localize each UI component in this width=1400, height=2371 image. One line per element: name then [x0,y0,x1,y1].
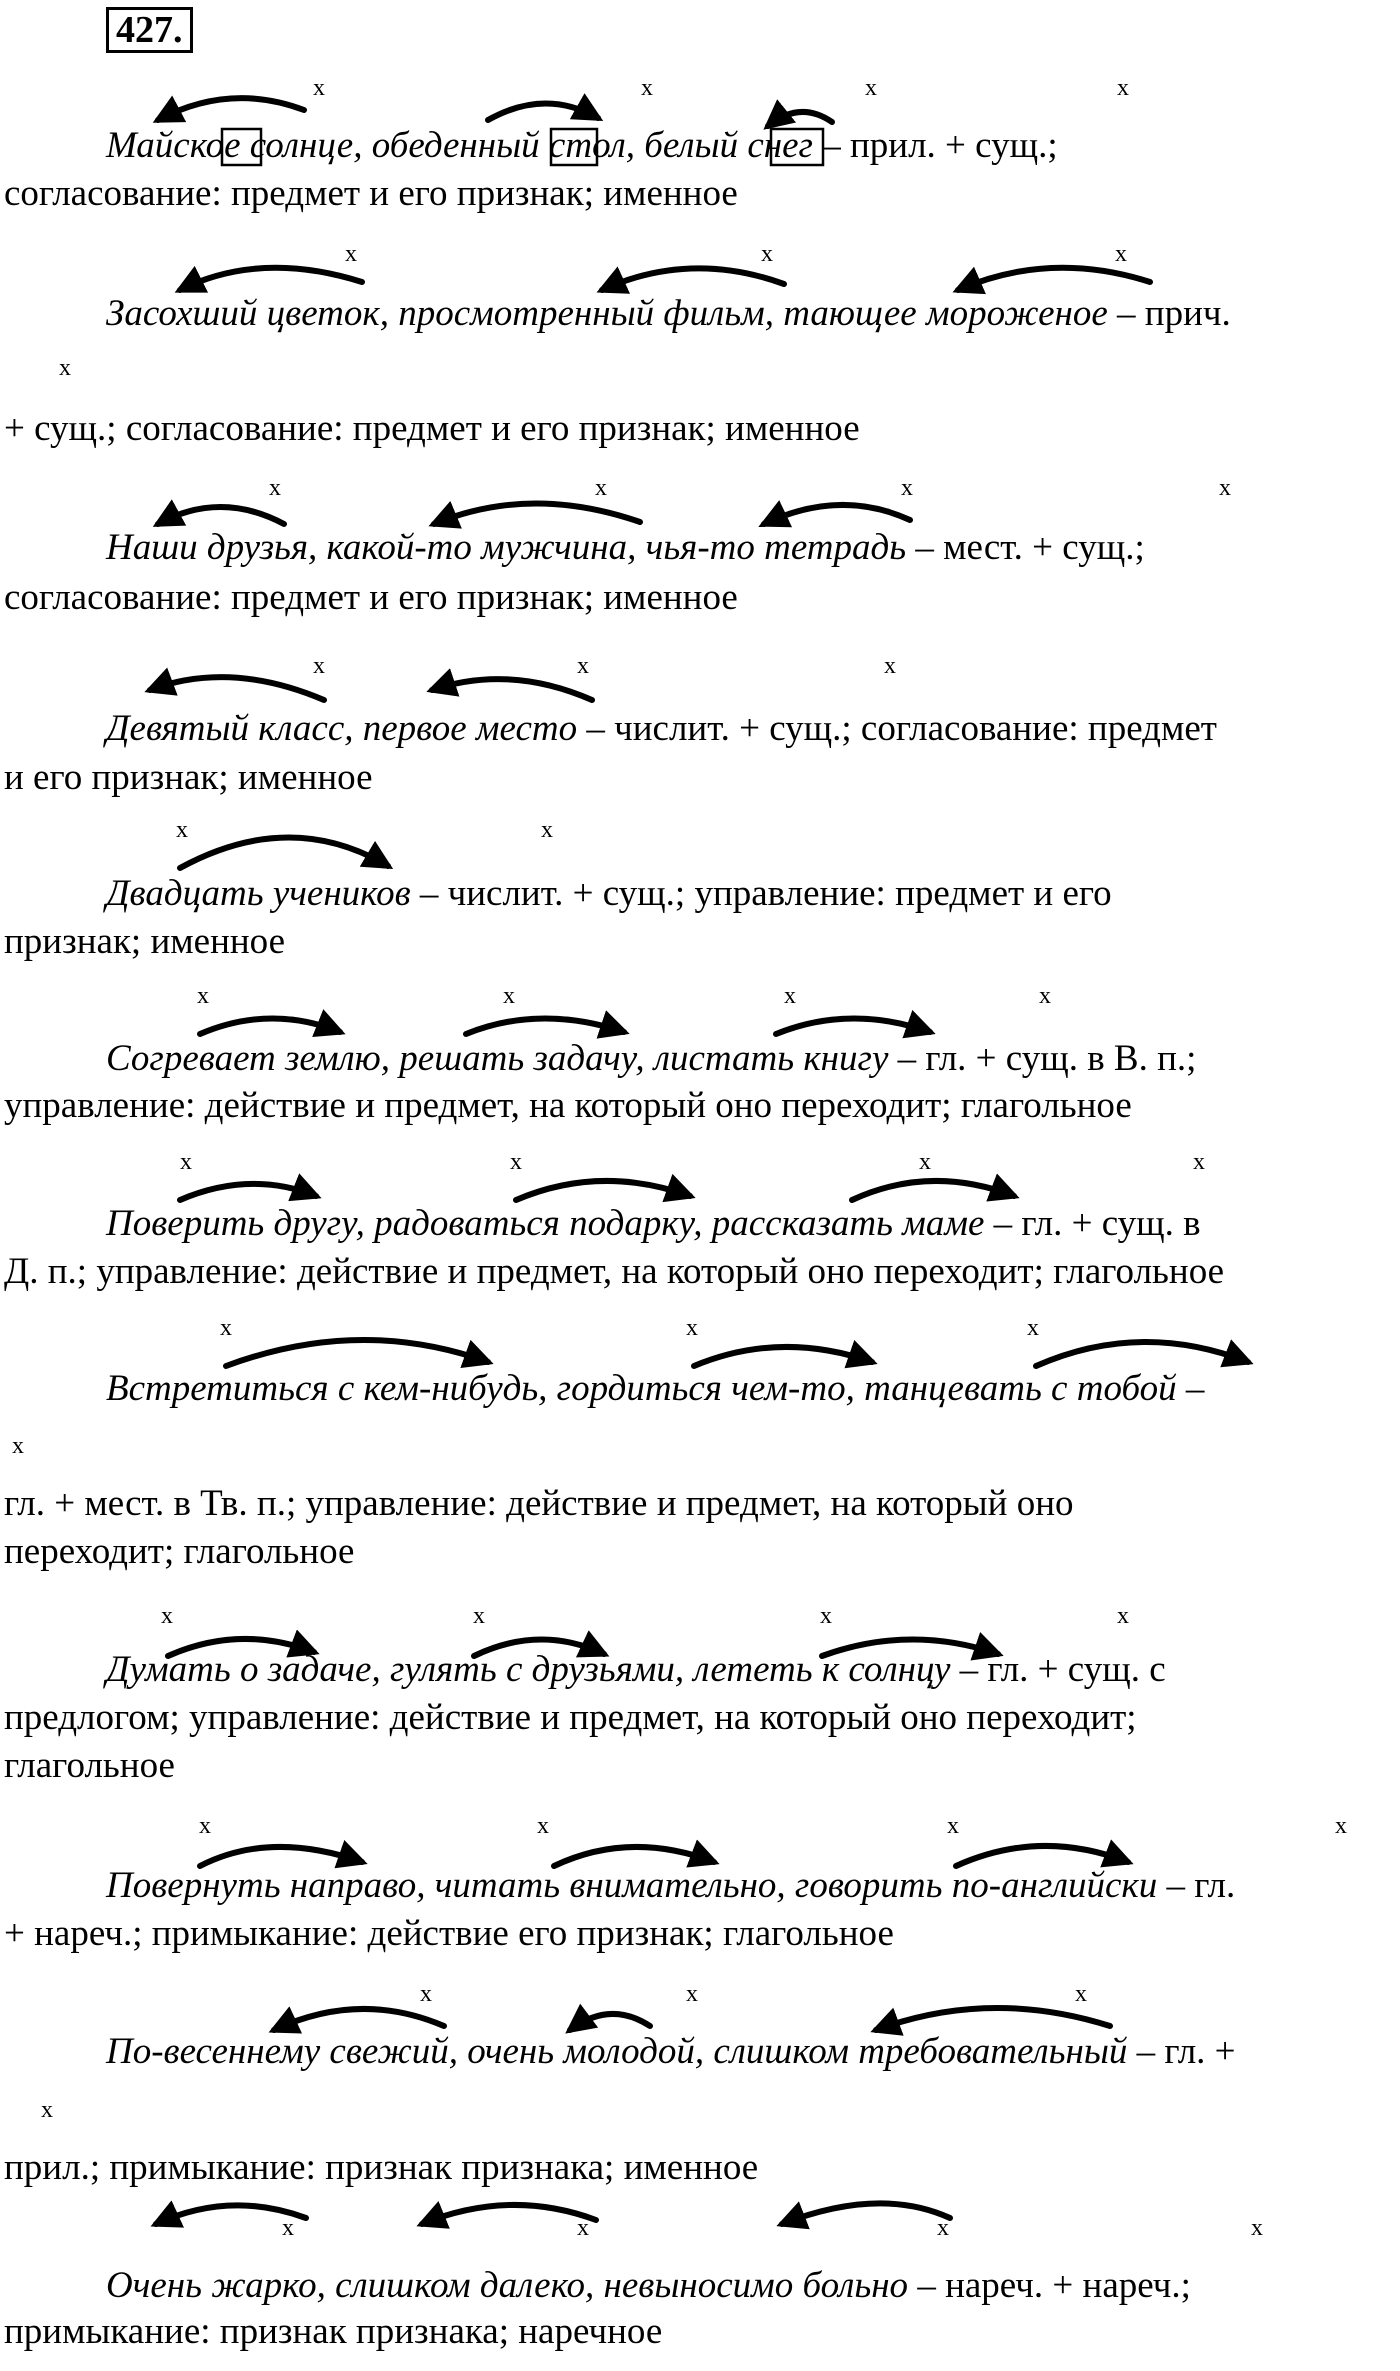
x-mark: x [537,1813,549,1839]
x-mark: x [176,817,188,843]
x-mark: x [1219,475,1231,501]
x-mark: x [313,75,325,101]
dependency-arrow [776,1018,930,1034]
x-mark: x [641,75,653,101]
dependency-arrow [434,503,640,524]
dependency-arrow [876,2008,1110,2030]
example-line: Наши друзья, какой-то мужчина, чья-то тетрадь – мест. + сущ.; [106,527,1145,568]
x-mark: x [41,2097,53,2123]
example-line: Согревает землю, решать задачу, листать книгу – гл. + сущ. в В. п.; [106,1038,1197,1079]
example-line: По-весеннему свежий, очень молодой, слишком требовательный – гл. + [106,2031,1236,2072]
x-mark: x [510,1149,522,1175]
explanation-line: Д. п.; управление: действие и предмет, на который оно переходит; глагольное [4,1251,1225,1292]
x-mark: x [269,475,281,501]
dependency-arrow [158,98,304,120]
example-line: Двадцать учеников – числит. + сущ.; управление: предмет и его [106,873,1112,914]
x-mark: x [345,241,357,267]
dependency-arrow [764,505,910,524]
x-mark: x [197,983,209,1009]
x-mark: x [884,653,896,679]
x-mark: x [180,1149,192,1175]
dependency-arrow [1036,1342,1248,1366]
x-mark: x [577,653,589,679]
x-mark: x [937,2215,949,2241]
explanation-line: и его признак; именное [4,757,373,798]
explanation-line: + сущ.; согласование: предмет и его признак; именное [4,408,860,449]
x-mark: x [1117,75,1129,101]
x-mark: x [1075,1981,1087,2007]
x-mark: x [12,1433,24,1459]
example-line: Встретиться с кем-нибудь, гордиться чем-то, танцевать с тобой – [106,1368,1205,1409]
x-mark: x [595,475,607,501]
x-mark: x [1193,1149,1205,1175]
x-mark: x [686,1981,698,2007]
explanation-line: согласование: предмет и его признак; именное [4,173,738,214]
x-mark: x [1115,241,1127,267]
x-mark: x [1039,983,1051,1009]
dependency-arrow [782,2203,950,2224]
x-mark: x [1117,1603,1129,1629]
x-mark: x [161,1603,173,1629]
example-line: Засохший цветок, просмотренный фильм, тающее мороженое – прич. [106,293,1231,334]
dependency-arrow [180,268,362,290]
dependency-arrow [694,1347,872,1366]
explanation-line: управление: действие и предмет, на который оно переходит; глагольное [4,1085,1132,1126]
example-line: Девятый класс, первое место – числит. + сущ.; согласование: предмет [106,708,1217,749]
x-mark: x [503,983,515,1009]
example-line: Очень жарко, слишком далеко, невыносимо больно – нареч. + нареч.; [106,2265,1191,2306]
x-mark: x [947,1813,959,1839]
x-mark: x [420,1981,432,2007]
dependency-arrow [180,837,388,868]
example-line: Поверить другу, радоваться подарку, рассказать маме – гл. + сущ. в [106,1203,1201,1244]
x-mark: x [901,475,913,501]
dependency-arrow [958,268,1150,290]
x-mark: x [220,1315,232,1341]
dependency-arrow [150,677,324,700]
x-mark: x [1251,2215,1263,2241]
example-line: Думать о задаче, гулять с друзьями, лететь к солнцу – гл. + сущ. с [106,1649,1166,1690]
x-mark: x [282,2215,294,2241]
example-line: Повернуть направо, читать внимательно, говорить по-английски – гл. [106,1865,1236,1906]
x-mark: x [865,75,877,101]
x-mark: x [541,817,553,843]
dependency-arrow [180,1184,316,1200]
x-mark: x [313,653,325,679]
explanation-line: + нареч.; примыкание: действие его признак; глагольное [4,1913,894,1954]
dependency-arrow [516,1181,690,1200]
x-mark: x [686,1315,698,1341]
example-line: Майское солнце, обеденный стол, белый снег – прил. + сущ.; [106,125,1058,166]
explanation-line: предлогом; управление: действие и предмет, на который оно переходит; [4,1697,1137,1738]
explanation-line: согласование: предмет и его признак; именное [4,577,738,618]
dependency-arrow [432,679,592,700]
exercise-number: 427. [106,7,193,53]
dependency-arrow [466,1018,624,1034]
dependency-arrow [158,507,284,524]
explanation-line: гл. + мест. в Тв. п.; управление: действие и предмет, на который оно [4,1483,1074,1524]
explanation-line: глагольное [4,1745,175,1786]
explanation-line: признак; именное [4,921,286,962]
x-mark: x [784,983,796,1009]
x-mark: x [577,2215,589,2241]
explanation-line: прил.; примыкание: признак признака; именное [4,2147,759,2188]
x-mark: x [1335,1813,1347,1839]
dependency-arrow [226,1340,488,1366]
x-mark: x [1027,1315,1039,1341]
dependency-arrow [852,1181,1014,1200]
x-mark: x [919,1149,931,1175]
dependency-arrow [602,268,784,290]
x-mark: x [473,1603,485,1629]
x-mark: x [199,1813,211,1839]
dependency-arrow [488,103,598,120]
x-mark: x [761,241,773,267]
dependency-arrow [274,2009,444,2030]
explanation-line: переходит; глагольное [4,1531,355,1572]
dependency-arrow [200,1018,340,1034]
x-mark: x [820,1603,832,1629]
explanation-line: примыкание: признак признака; наречное [4,2311,663,2352]
dependency-arrow [422,2205,596,2224]
x-mark: x [59,355,71,381]
